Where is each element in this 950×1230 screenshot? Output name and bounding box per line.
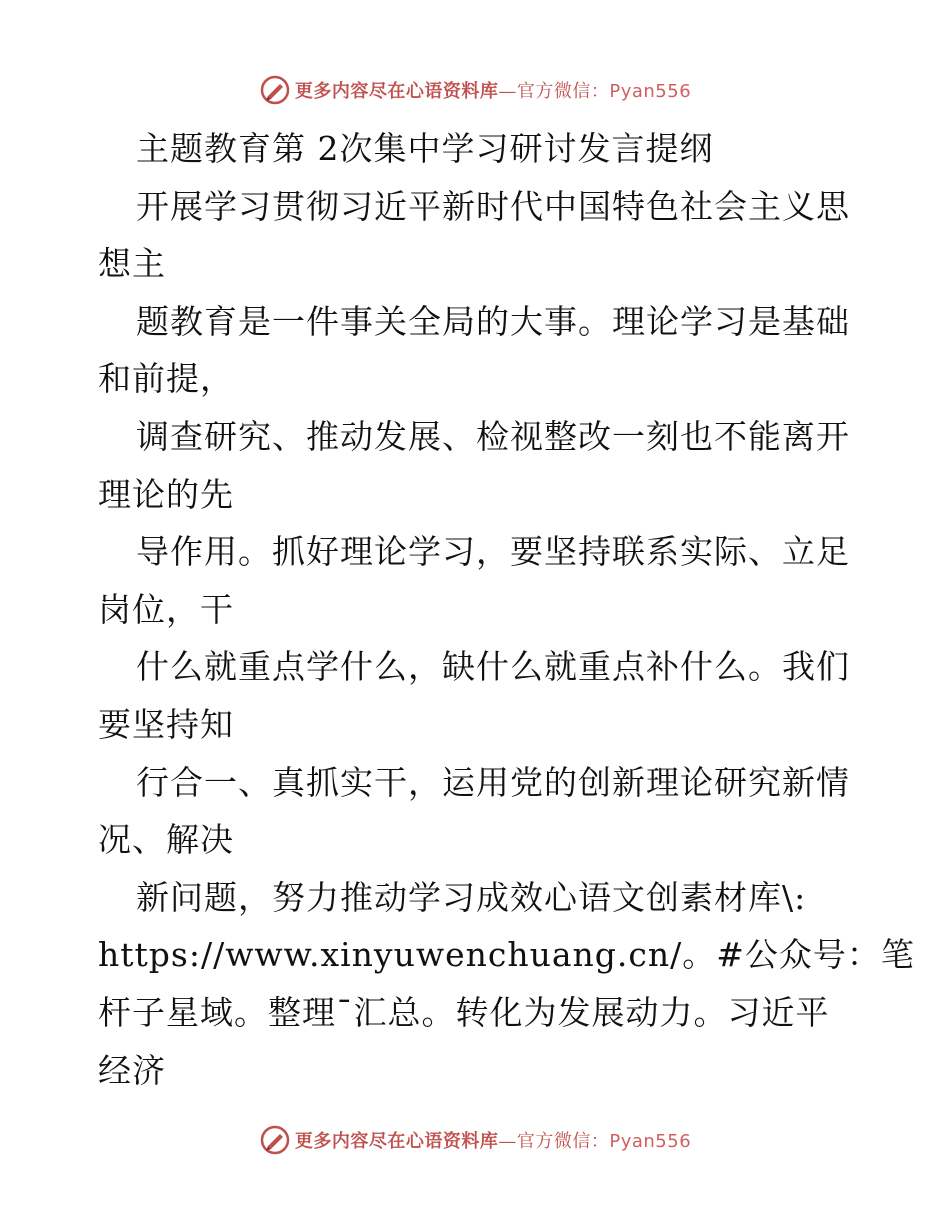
document-body xyxy=(98,120,915,1099)
text-line: 行合一、真抓实干，运用党的创新理论研究新情 xyxy=(136,762,850,802)
text-line: 要坚持知 xyxy=(98,704,234,744)
text-line: 什么就重点学什么，缺什么就重点补什么。我们 xyxy=(136,647,850,687)
text-line: 岗位，干 xyxy=(98,589,234,629)
pen-logo-icon xyxy=(259,74,291,106)
header-watermark-banner xyxy=(0,70,950,110)
text-line: 况、解决 xyxy=(98,820,234,860)
watermark-text: 更多内容尽在心语资料库—官方微信：Pyan556 xyxy=(294,1131,692,1152)
footer-watermark-banner xyxy=(0,1120,950,1160)
text-line: 理论的先 xyxy=(98,474,234,514)
text-line: 导作用。抓好理论学习，要坚持联系实际、立足 xyxy=(136,532,850,572)
watermark-text: 更多内容尽在心语资料库—官方微信：Pyan556 xyxy=(294,81,692,102)
pen-logo-icon xyxy=(259,1124,291,1156)
text-line: 想主 xyxy=(98,244,166,284)
text-line: 题教育是一件事关全局的大事。理论学习是基础 xyxy=(136,301,850,341)
text-line: 经济 xyxy=(98,1050,166,1090)
text-line: 杆子星域。整理¯汇总。转化为发展动力。习近平 xyxy=(98,992,830,1032)
text-line: 新问题，努力推动学习成效心语文创素材库\: xyxy=(136,877,807,917)
text-line: https://www.xinyuwenchuang.cn/。#公众号：笔 xyxy=(98,935,915,975)
text-line: 和前提， xyxy=(98,359,234,399)
text-line: 开展学习贯彻习近平新时代中国特色社会主义思 xyxy=(136,186,850,226)
text-line: 主题教育第 2次集中学习研讨发言提纲 xyxy=(136,129,714,168)
text-line: 调查研究、推动发展、检视整改一刻也不能离开 xyxy=(136,416,850,456)
